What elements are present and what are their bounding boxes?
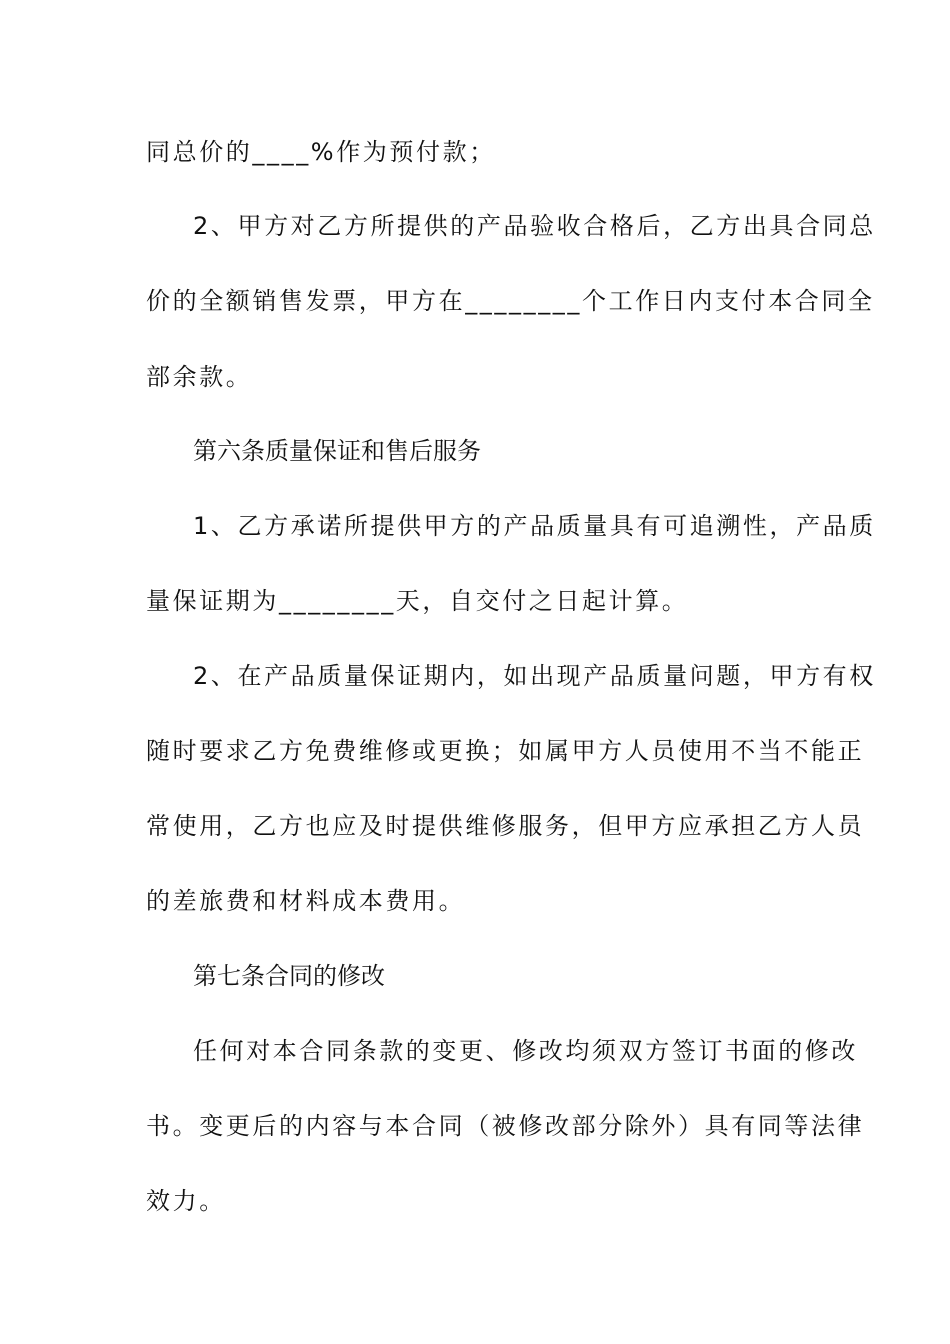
text-line: 随时要求乙方免费维修或更换；如属甲方人员使用不当不能正 [146, 737, 865, 765]
text-line: 部余款。 [146, 363, 253, 391]
text-line: 同总价的____%作为预付款； [146, 138, 496, 166]
text-line: 书。变更后的内容与本合同（被修改部分除外）具有同等法律 [146, 1112, 865, 1140]
text-line: 2、在产品质量保证期内，如出现产品质量问题，甲方有权 [193, 662, 876, 690]
section-heading: 第六条质量保证和售后服务 [193, 437, 481, 465]
text-line: 的差旅费和材料成本费用。 [146, 887, 466, 915]
text-line: 任何对本合同条款的变更、修改均须双方签订书面的修改 [193, 1037, 858, 1065]
text-line: 常使用，乙方也应及时提供维修服务，但甲方应承担乙方人员 [146, 812, 865, 840]
text-line: 量保证期为________天，自交付之日起计算。 [146, 587, 689, 615]
section-heading: 第七条合同的修改 [193, 962, 385, 990]
text-line: 效力。 [146, 1187, 226, 1215]
text-line: 1、乙方承诺所提供甲方的产品质量具有可追溯性，产品质 [193, 512, 876, 540]
text-line: 价的全额销售发票，甲方在________个工作日内支付本合同全 [146, 287, 875, 315]
text-line: 2、甲方对乙方所提供的产品验收合格后，乙方出具合同总 [193, 212, 876, 240]
